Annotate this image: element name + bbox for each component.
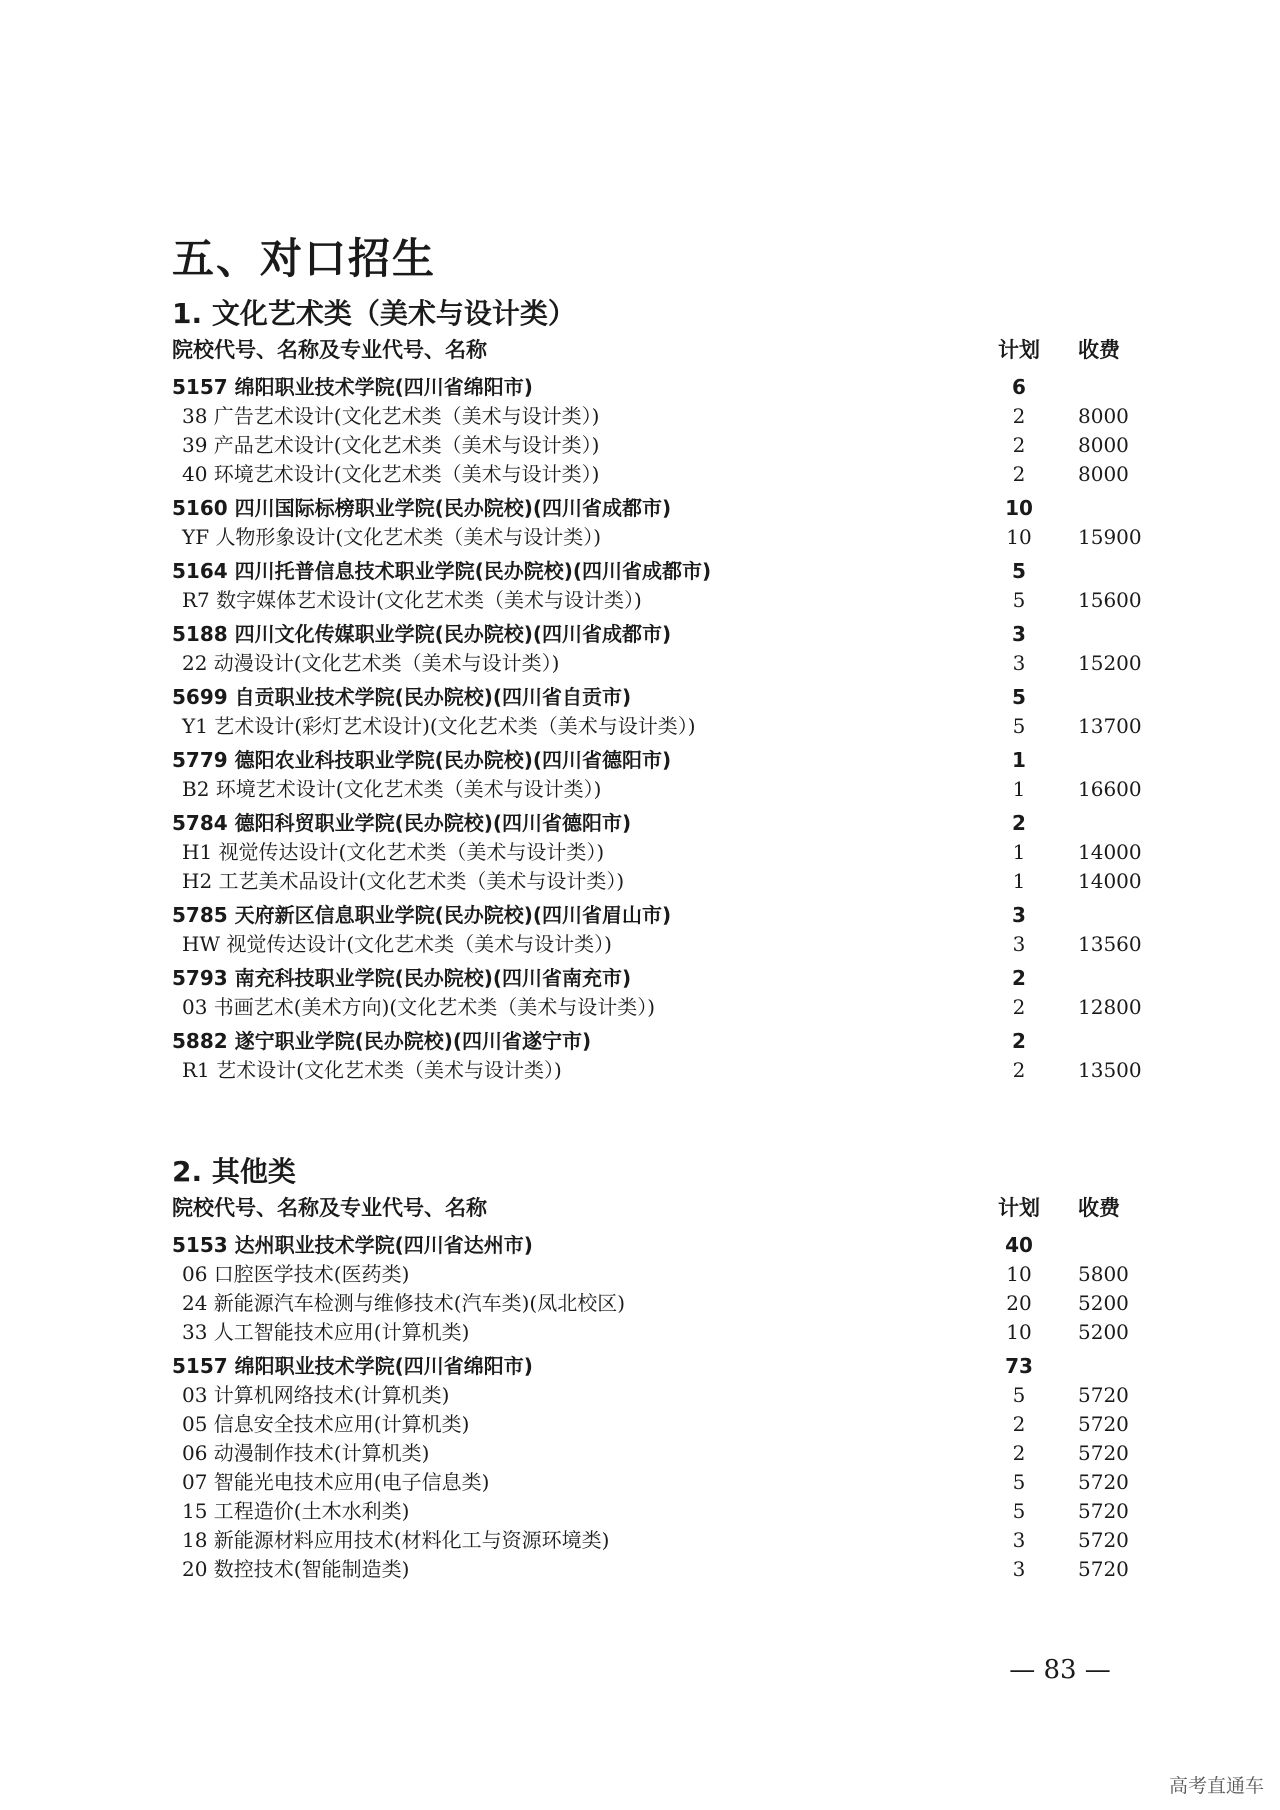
school-row: [172, 683, 1132, 712]
major-plan: 10: [1006, 1262, 1032, 1286]
major-row: [172, 460, 1132, 489]
major-plan: 1: [1012, 840, 1026, 864]
school-group: [172, 620, 1142, 678]
major-plan: 1: [1012, 777, 1026, 801]
major-name: 05 信息安全技术应用(计算机类): [182, 1412, 470, 1436]
major-plan: 2: [1012, 433, 1026, 457]
section-title: 2. 其他类: [172, 1155, 296, 1188]
major-row: [172, 1555, 1132, 1584]
column-header: [172, 332, 1132, 368]
major-row: [172, 867, 1142, 896]
school-plan: 40: [1005, 1233, 1033, 1257]
school-group: [172, 1027, 1142, 1085]
page-number: — 83 —: [1009, 1655, 1111, 1685]
major-row: [172, 712, 1142, 741]
school-name: 5164 四川托普信息技术职业学院(民办院校)(四川省成都市): [172, 559, 712, 583]
school-plan: 73: [1005, 1354, 1033, 1378]
major-row: [172, 523, 1142, 552]
school-plan: 6: [1012, 375, 1026, 399]
major-row: [172, 1381, 1132, 1410]
major-name: 33 人工智能技术应用(计算机类): [182, 1320, 470, 1344]
major-row: [172, 1289, 1132, 1318]
school-name: 5160 四川国际标榜职业学院(民办院校)(四川省成都市): [172, 496, 672, 520]
major-row: [172, 1260, 1132, 1289]
major-name: 24 新能源汽车检测与维修技术(汽车类)(凤北校区): [182, 1291, 626, 1315]
major-name: 15 工程造价(土木水利类): [182, 1499, 410, 1523]
school-name: 5785 天府新区信息职业学院(民办院校)(四川省眉山市): [172, 903, 672, 927]
school-group: [172, 683, 1142, 741]
major-row: [172, 1056, 1142, 1085]
major-plan: 1: [1012, 869, 1026, 893]
watermark: 高考直通车: [1168, 1775, 1264, 1797]
major-row: [172, 993, 1142, 1022]
major-plan: 2: [1012, 995, 1026, 1019]
major-row: [172, 930, 1142, 959]
major-plan: 3: [1012, 651, 1026, 675]
major-row: [172, 1468, 1132, 1497]
major-name: B2 环境艺术设计(文化艺术类（美术与设计类）): [182, 777, 602, 801]
major-plan: 3: [1012, 932, 1026, 956]
school-name: 5188 四川文化传媒职业学院(民办院校)(四川省成都市): [172, 622, 672, 646]
major-plan: 5: [1012, 714, 1026, 738]
major-fee: 14000: [1078, 840, 1142, 864]
major-fee: 8000: [1078, 462, 1129, 486]
major-fee: 5720: [1078, 1470, 1129, 1494]
section-art-design: [172, 296, 1142, 1085]
major-plan: 2: [1012, 404, 1026, 428]
major-plan: 5: [1012, 1383, 1026, 1407]
major-name: H2 工艺美术品设计(文化艺术类（美术与设计类）): [182, 869, 625, 893]
chapter-title: 五、对口招生: [172, 234, 437, 283]
major-row: [172, 1410, 1132, 1439]
major-name: 06 动漫制作技术(计算机类): [182, 1441, 430, 1465]
major-name: 03 计算机网络技术(计算机类): [182, 1383, 450, 1407]
major-row: [172, 1526, 1132, 1555]
major-fee: 14000: [1078, 869, 1142, 893]
school-row: [172, 557, 1132, 586]
school-plan: 10: [1005, 496, 1033, 520]
major-fee: 13560: [1078, 932, 1142, 956]
school-name: 5784 德阳科贸职业学院(民办院校)(四川省德阳市): [172, 811, 632, 835]
major-row: [172, 1318, 1132, 1347]
header-plan: 计划: [998, 338, 1040, 362]
school-name: 5699 自贡职业技术学院(民办院校)(四川省自贡市): [172, 685, 632, 709]
section-other: [172, 1154, 1132, 1584]
major-plan: 10: [1006, 525, 1032, 549]
major-plan: 5: [1012, 588, 1026, 612]
major-fee: 5200: [1078, 1291, 1129, 1315]
school-name: 5882 遂宁职业学院(民办院校)(四川省遂宁市): [172, 1029, 592, 1053]
school-row: [172, 1231, 1132, 1260]
major-name: H1 视觉传达设计(文化艺术类（美术与设计类）): [182, 840, 605, 864]
major-fee: 15200: [1078, 651, 1142, 675]
header-name: 院校代号、名称及专业代号、名称: [172, 338, 487, 362]
school-name: 5153 达州职业技术学院(四川省达州市): [172, 1233, 533, 1257]
major-name: 39 产品艺术设计(文化艺术类（美术与设计类）): [182, 433, 600, 457]
school-row: [172, 1027, 1132, 1056]
major-name: 18 新能源材料应用技术(材料化工与资源环境类): [182, 1528, 610, 1552]
major-fee: 13500: [1078, 1058, 1142, 1082]
header-plan: 计划: [998, 1196, 1040, 1220]
school-row: [172, 746, 1132, 775]
header-fee: 收费: [1078, 1196, 1120, 1220]
header-name: 院校代号、名称及专业代号、名称: [172, 1196, 487, 1220]
major-plan: 2: [1012, 462, 1026, 486]
major-fee: 8000: [1078, 404, 1129, 428]
school-plan: 1: [1012, 748, 1026, 772]
major-fee: 5720: [1078, 1499, 1129, 1523]
major-plan: 3: [1012, 1528, 1026, 1552]
school-list: [172, 1231, 1132, 1584]
school-group: [172, 557, 1142, 615]
major-name: 07 智能光电技术应用(电子信息类): [182, 1470, 490, 1494]
major-fee: 5720: [1078, 1557, 1129, 1581]
school-group: [172, 1352, 1132, 1584]
major-name: 22 动漫设计(文化艺术类（美术与设计类）): [182, 651, 560, 675]
major-name: R1 艺术设计(文化艺术类（美术与设计类）): [182, 1058, 562, 1082]
school-row: [172, 809, 1132, 838]
school-group: [172, 494, 1142, 552]
school-plan: 3: [1012, 622, 1026, 646]
school-row: [172, 494, 1132, 523]
major-plan: 3: [1012, 1557, 1026, 1581]
major-name: 38 广告艺术设计(文化艺术类（美术与设计类）): [182, 404, 600, 428]
major-row: [172, 1439, 1132, 1468]
major-row: [172, 649, 1142, 678]
major-fee: 12800: [1078, 995, 1142, 1019]
school-plan: 3: [1012, 903, 1026, 927]
major-name: YF 人物形象设计(文化艺术类（美术与设计类）): [182, 525, 602, 549]
school-row: [172, 901, 1132, 930]
major-fee: 5720: [1078, 1412, 1129, 1436]
major-fee: 5720: [1078, 1383, 1129, 1407]
school-row: [172, 964, 1132, 993]
school-group: [172, 809, 1142, 896]
school-name: 5157 绵阳职业技术学院(四川省绵阳市): [172, 375, 533, 399]
school-plan: 2: [1012, 811, 1026, 835]
major-plan: 10: [1006, 1320, 1032, 1344]
school-group: [172, 964, 1142, 1022]
major-plan: 5: [1012, 1499, 1026, 1523]
major-name: 03 书画艺术(美术方向)(文化艺术类（美术与设计类）): [182, 995, 656, 1019]
major-plan: 2: [1012, 1058, 1026, 1082]
major-row: [172, 838, 1142, 867]
major-name: 06 口腔医学技术(医药类): [182, 1262, 410, 1286]
major-plan: 5: [1012, 1470, 1026, 1494]
major-fee: 5800: [1078, 1262, 1129, 1286]
major-row: [172, 1497, 1132, 1526]
school-group: [172, 373, 1132, 489]
major-fee: 5200: [1078, 1320, 1129, 1344]
school-name: 5157 绵阳职业技术学院(四川省绵阳市): [172, 1354, 533, 1378]
school-group: [172, 1231, 1132, 1347]
school-plan: 2: [1012, 1029, 1026, 1053]
school-name: 5779 德阳农业科技职业学院(民办院校)(四川省德阳市): [172, 748, 672, 772]
section-title: 1. 文化艺术类（美术与设计类）: [172, 297, 576, 330]
school-row: [172, 373, 1132, 402]
school-plan: 5: [1012, 685, 1026, 709]
column-header: [172, 1190, 1132, 1226]
major-name: R7 数字媒体艺术设计(文化艺术类（美术与设计类）): [182, 588, 642, 612]
major-plan: 2: [1012, 1441, 1026, 1465]
major-row: [172, 586, 1142, 615]
school-name: 5793 南充科技职业学院(民办院校)(四川省南充市): [172, 966, 632, 990]
major-name: HW 视觉传达设计(文化艺术类（美术与设计类）): [182, 932, 612, 956]
major-fee: 15900: [1078, 525, 1142, 549]
major-fee: 13700: [1078, 714, 1142, 738]
school-list: [172, 373, 1142, 1085]
major-fee: 5720: [1078, 1441, 1129, 1465]
school-plan: 2: [1012, 966, 1026, 990]
major-name: 40 环境艺术设计(文化艺术类（美术与设计类）): [182, 462, 600, 486]
major-row: [172, 402, 1132, 431]
header-fee: 收费: [1078, 338, 1120, 362]
major-fee: 15600: [1078, 588, 1142, 612]
major-fee: 8000: [1078, 433, 1129, 457]
school-group: [172, 746, 1142, 804]
major-plan: 2: [1012, 1412, 1026, 1436]
school-group: [172, 901, 1142, 959]
school-row: [172, 620, 1132, 649]
major-row: [172, 775, 1142, 804]
school-plan: 5: [1012, 559, 1026, 583]
major-name: 20 数控技术(智能制造类): [182, 1557, 410, 1581]
major-plan: 20: [1006, 1291, 1032, 1315]
major-fee: 5720: [1078, 1528, 1129, 1552]
major-fee: 16600: [1078, 777, 1142, 801]
school-row: [172, 1352, 1132, 1381]
major-row: [172, 431, 1132, 460]
major-name: Y1 艺术设计(彩灯艺术设计)(文化艺术类（美术与设计类）): [182, 714, 696, 738]
